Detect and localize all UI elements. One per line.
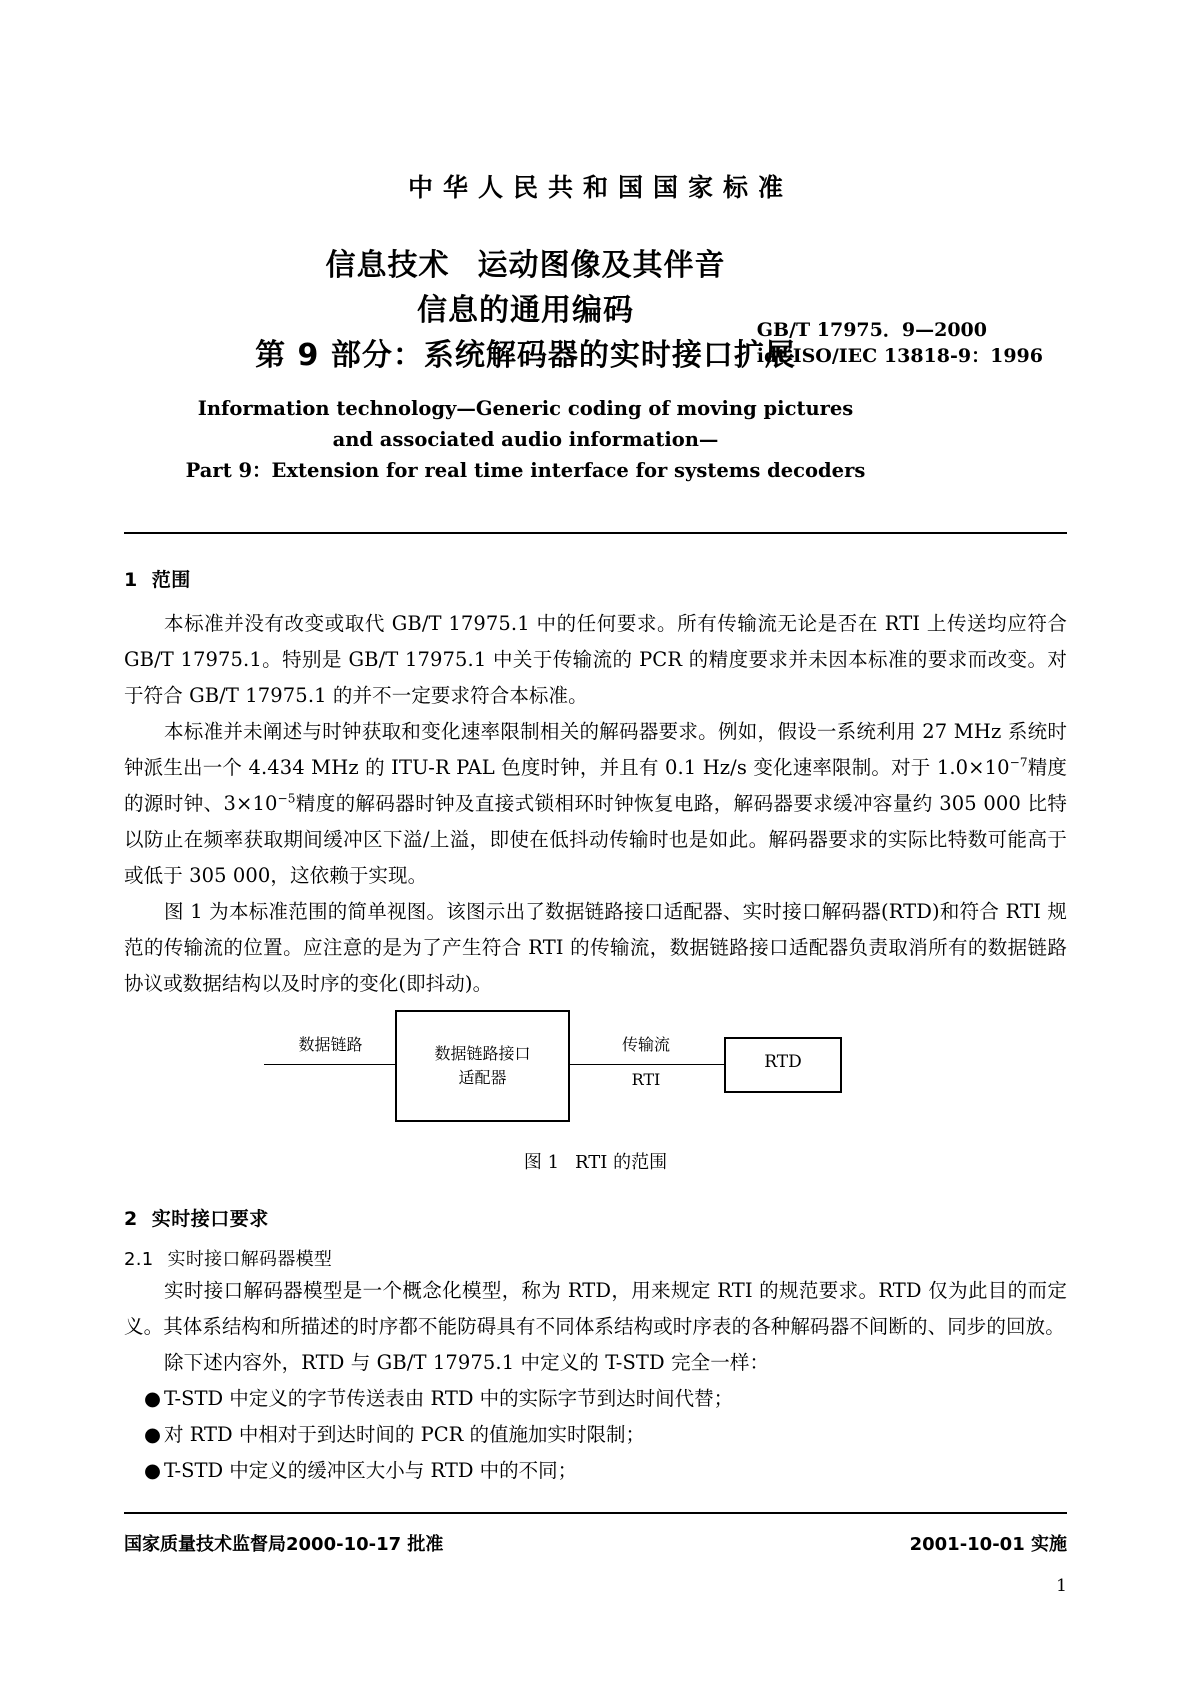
chinese-title-line-2: 信息的通用编码 <box>417 293 634 328</box>
figure-1-caption <box>124 1148 1067 1174</box>
section-1-paragraph-3: 图 1 为本标准范围的简单视图。该图示出了数据链路接口适配器、实时接口解码器(RTD)和符合 RTI 规范的传输流的位置。应注意的是为了产生符合 RTI 的传输流，数据链路接口适配器负责取消所有的数据链路协议或数据结构以及时序的变化(即抖动)。 <box>124 900 1067 995</box>
idt-reference: idt ISO/IEC 13818-9：1996 <box>756 345 1043 367</box>
english-title-block <box>0 393 1191 486</box>
standard-number: GB/T 17975．9—2000 <box>756 319 987 341</box>
transport-stream-connector-line <box>568 1064 726 1065</box>
section-1-paragraph-1: 本标准并没有改变或取代 GB/T 17975.1 中的任何要求。所有传输流无论是否在 RTI 上传送均应符合 GB/T 17975.1。特别是 GB/T 17975.1 中关于传输流的 PCR 的精度要求并未因本标准的要求而改变。对于符合 GB/T 17975.1 的并不一定要求符合本标准。 <box>124 612 1067 707</box>
approval-statement: 国家质量技术监督局2000-10-17 批准 <box>124 1534 444 1555</box>
para2-exponent-2: −5 <box>277 791 296 806</box>
bullet-dot-icon: ● <box>144 1423 162 1446</box>
section-1-title: 范围 <box>151 569 191 591</box>
para2-part-3: 精度的解码器时钟及直接式锁相环时钟恢复电路，解码器要求缓冲容量约 305 000 比特以防止在频率获取期间缓冲区下溢/上溢，即使在低抖动传输时也是如此。解码器要求的实际比特数可能高于或低于 305 000，这依赖于实现。 <box>124 792 1067 887</box>
section-2-1-paragraph-1: 实时接口解码器模型是一个概念化模型，称为 RTD，用来规定 RTI 的规范要求。RTD 仅为此目的而定义。其体系结构和所描述的时序都不能防碍具有不同体系结构或时序表的各种解码器不间断的、同步的回放。 <box>124 1279 1067 1338</box>
bullet-dot-icon: ● <box>144 1459 162 1482</box>
implementation-statement: 2001-10-01 实施 <box>909 1534 1067 1555</box>
chinese-title-part-b: 运动图像及其伴音 <box>477 248 726 283</box>
section-2-1-number: 2.1 <box>124 1249 154 1270</box>
para2-part-1: 本标准并未阐述与时钟获取和变化速率限制相关的解码器要求。例如，假设一系统利用 27 MHz 系统时钟派生出一个 4.434 MHz 的 ITU-R PAL 色度时钟，并且有 0.1 Hz/s 变化速率限制。对于 1.0×10 <box>124 720 1067 779</box>
english-title-line-3: Part 9：Extension for real time interface for systems decoders <box>185 459 866 482</box>
standard-code-block <box>757 317 1043 369</box>
chinese-title-line-3: 第 9 部分：系统解码器的实时接口扩展 <box>255 338 796 373</box>
section-1-number: 1 <box>124 569 138 591</box>
document-body <box>124 565 1067 1489</box>
section-2-1-title: 实时接口解码器模型 <box>167 1249 333 1270</box>
data-link-label: 数据链路 <box>298 1035 363 1054</box>
english-title-line-1: Information technology—Generic coding of moving pictures <box>197 397 854 420</box>
header-rule <box>124 532 1067 534</box>
bullet-dot-icon: ● <box>144 1387 162 1410</box>
figure-1-caption-text: RTI 的范围 <box>575 1152 668 1173</box>
section-2-title: 实时接口要求 <box>151 1208 269 1230</box>
para2-part-2: 精度的源时钟、3×10 <box>124 756 1067 815</box>
adapter-box-label-line-2: 适配器 <box>458 1068 507 1087</box>
list-item-text: 对 RTD 中相对于到达时间的 PCR 的值施加实时限制； <box>164 1423 645 1446</box>
adapter-box-label-line-1: 数据链路接口 <box>434 1044 531 1063</box>
national-standard-title: 中华人民共和国国家标准 <box>407 173 793 202</box>
section-2-heading <box>124 1204 1067 1231</box>
footer-rule <box>124 1512 1067 1514</box>
section-2-1-heading <box>124 1245 1067 1271</box>
rti-label: RTI <box>631 1070 661 1089</box>
list-item <box>124 1453 1067 1489</box>
masthead <box>0 168 1191 204</box>
figure-1-caption-number: 图 1 <box>523 1152 560 1173</box>
rtd-box-label: RTD <box>764 1052 802 1072</box>
chinese-title-part-a: 信息技术 <box>325 248 450 283</box>
list-item-text: T-STD 中定义的缓冲区大小与 RTD 中的不同； <box>164 1459 578 1482</box>
section-1-heading <box>124 565 1067 592</box>
list-item <box>124 1417 1067 1453</box>
transport-stream-label: 传输流 <box>621 1035 670 1054</box>
data-link-connector-line <box>264 1064 397 1065</box>
rtd-box <box>724 1037 842 1093</box>
section-2-1-paragraph-2: 除下述内容外，RTD 与 GB/T 17975.1 中定义的 T-STD 完全一样： <box>164 1351 770 1374</box>
page-footer <box>124 1530 1067 1556</box>
chinese-title-line-1 <box>0 243 1191 288</box>
adapter-box <box>395 1010 570 1122</box>
adapter-box-label <box>397 1042 568 1090</box>
page-number: 1 <box>1056 1576 1067 1596</box>
title-block <box>0 243 1191 378</box>
english-title-line-2: and associated audio information— <box>332 428 719 451</box>
section-1-paragraph-2 <box>124 714 1067 894</box>
section-2-number: 2 <box>124 1208 138 1230</box>
list-item <box>124 1381 1067 1417</box>
section-2-1-bullet-list <box>124 1381 1067 1489</box>
list-item-text: T-STD 中定义的字节传送表由 RTD 中的实际字节到达时间代替； <box>164 1387 734 1410</box>
para2-exponent-1: −7 <box>1009 755 1028 770</box>
figure-1-diagram <box>124 1010 1067 1138</box>
